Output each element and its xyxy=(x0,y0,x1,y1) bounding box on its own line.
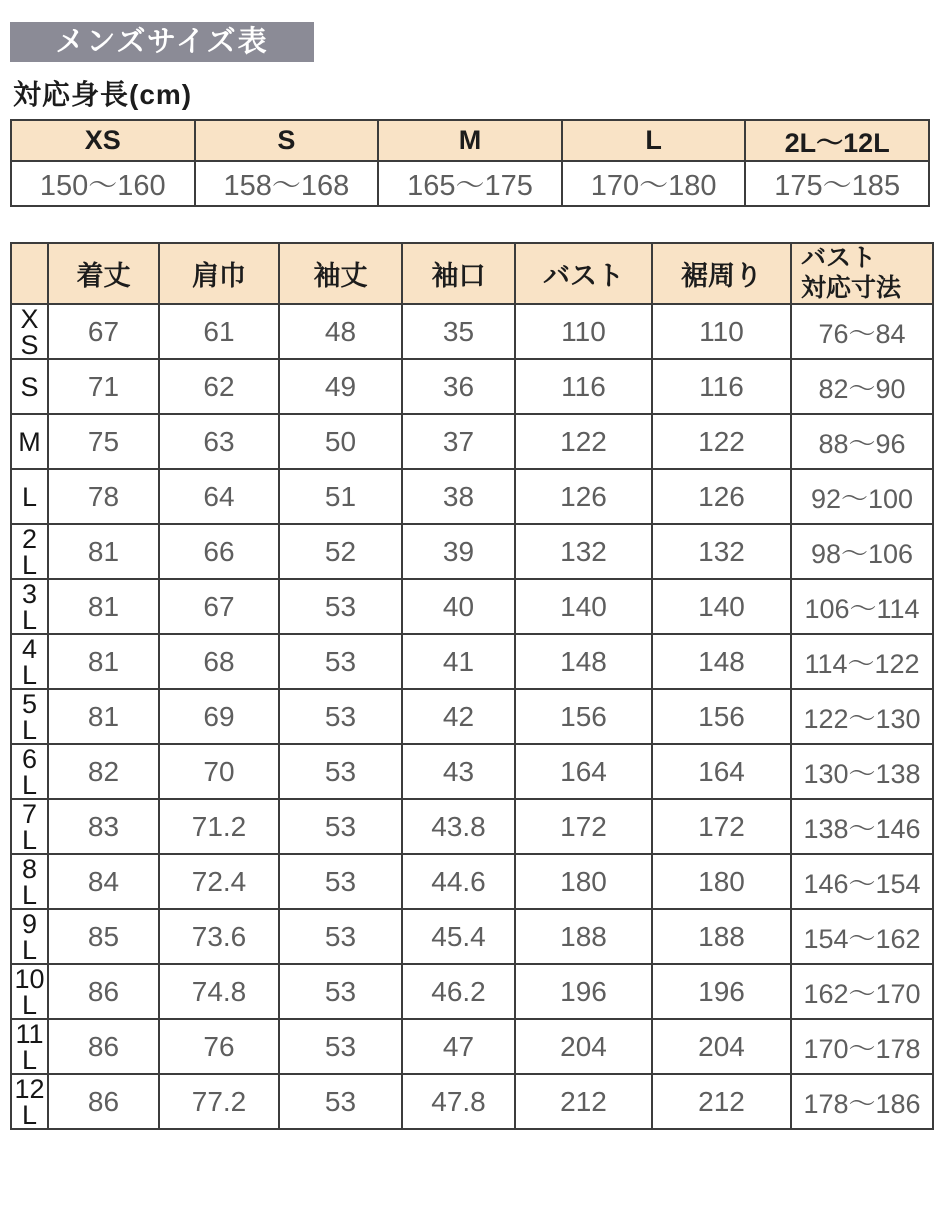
table-row xyxy=(11,854,933,909)
row-size-label-line: M xyxy=(18,426,41,457)
measure-cell: 132 xyxy=(515,524,652,579)
measure-cell: 36 xyxy=(402,359,515,414)
measure-cell: 66 xyxy=(159,524,279,579)
measure-cell: 70 xyxy=(159,744,279,799)
measure-cell: 44.6 xyxy=(402,854,515,909)
measure-cell: 81 xyxy=(48,579,159,634)
measure-cell: 116 xyxy=(515,359,652,414)
row-size-label-line: L xyxy=(21,1099,38,1130)
row-size-label-line: S xyxy=(20,371,39,402)
measure-cell: 38 xyxy=(402,469,515,524)
height-section-label: 対応身長(cm) xyxy=(13,79,193,110)
height-col-header: M xyxy=(378,120,562,161)
measure-cell: 164 xyxy=(652,744,791,799)
row-size-label xyxy=(11,524,48,579)
table-row xyxy=(11,304,933,359)
measure-cell: 81 xyxy=(48,524,159,579)
measure-cell: 53 xyxy=(279,964,402,1019)
measure-cell: 81 xyxy=(48,634,159,689)
measure-cell: 69 xyxy=(159,689,279,744)
measure-cell: 63 xyxy=(159,414,279,469)
bust-range-cell: 92〜100 xyxy=(791,469,933,524)
page-title-badge xyxy=(10,22,314,62)
measure-cell: 50 xyxy=(279,414,402,469)
measure-cell: 81 xyxy=(48,689,159,744)
row-size-label xyxy=(11,689,48,744)
measure-col-header: 裾周り xyxy=(652,243,791,304)
measure-cell: 196 xyxy=(652,964,791,1019)
row-size-label-line: L xyxy=(21,549,38,580)
row-size-label-line: 7 xyxy=(21,798,38,829)
measure-cell: 110 xyxy=(652,304,791,359)
row-size-label-line: L xyxy=(21,769,38,800)
measure-cell: 35 xyxy=(402,304,515,359)
measure-cell: 43.8 xyxy=(402,799,515,854)
height-col-header: 2L〜12L xyxy=(745,120,929,161)
measure-cell: 188 xyxy=(652,909,791,964)
measure-col-header: 着丈 xyxy=(48,243,159,304)
measure-cell: 122 xyxy=(515,414,652,469)
bust-range-col-header xyxy=(791,243,933,304)
page-title: メンズサイズ表 xyxy=(55,26,269,58)
measure-cell: 196 xyxy=(515,964,652,1019)
row-size-label-line: L xyxy=(21,879,38,910)
bust-range-header-line: 対応寸法 xyxy=(801,273,902,302)
measure-cell: 53 xyxy=(279,1074,402,1129)
measure-cell: 164 xyxy=(515,744,652,799)
row-size-label-line: L xyxy=(21,1044,38,1075)
measure-cell: 53 xyxy=(279,909,402,964)
height-range-cell: 170〜180 xyxy=(562,161,746,206)
measure-cell: 77.2 xyxy=(159,1074,279,1129)
measure-cell: 67 xyxy=(48,304,159,359)
measure-cell: 71.2 xyxy=(159,799,279,854)
measure-cell: 39 xyxy=(402,524,515,579)
bust-range-cell: 76〜84 xyxy=(791,304,933,359)
height-col-header: L xyxy=(562,120,746,161)
measure-cell: 68 xyxy=(159,634,279,689)
measure-cell: 43 xyxy=(402,744,515,799)
row-size-label xyxy=(11,304,48,359)
table-row xyxy=(11,469,933,524)
row-size-label xyxy=(11,1074,48,1129)
measure-col-header: バスト xyxy=(515,243,652,304)
measure-cell: 86 xyxy=(48,1019,159,1074)
bust-range-cell: 138〜146 xyxy=(791,799,933,854)
measure-cell: 188 xyxy=(515,909,652,964)
measure-cell: 49 xyxy=(279,359,402,414)
bust-range-cell: 88〜96 xyxy=(791,414,933,469)
table-row xyxy=(11,414,933,469)
height-range-cell: 158〜168 xyxy=(195,161,379,206)
measure-cell: 72.4 xyxy=(159,854,279,909)
height-table-header-row xyxy=(11,120,929,161)
measure-cell: 126 xyxy=(652,469,791,524)
measure-cell: 47 xyxy=(402,1019,515,1074)
measure-cell: 204 xyxy=(652,1019,791,1074)
measure-cell: 212 xyxy=(515,1074,652,1129)
measure-cell: 53 xyxy=(279,579,402,634)
row-size-label-line: L xyxy=(21,824,38,855)
row-size-label-line: 11 xyxy=(15,1018,44,1049)
measure-col-header: 袖丈 xyxy=(279,243,402,304)
measure-cell: 156 xyxy=(515,689,652,744)
measure-cell: 73.6 xyxy=(159,909,279,964)
measure-cell: 71 xyxy=(48,359,159,414)
row-size-label-line: 2 xyxy=(21,523,38,554)
bust-range-cell: 146〜154 xyxy=(791,854,933,909)
bust-range-cell: 130〜138 xyxy=(791,744,933,799)
measure-cell: 180 xyxy=(652,854,791,909)
table-row xyxy=(11,634,933,689)
row-size-label-line: X xyxy=(20,303,39,334)
row-size-label xyxy=(11,634,48,689)
measure-cell: 53 xyxy=(279,1019,402,1074)
measure-cell: 116 xyxy=(652,359,791,414)
table-row xyxy=(11,579,933,634)
row-size-label-line: 6 xyxy=(21,743,38,774)
measure-cell: 86 xyxy=(48,1074,159,1129)
corner-cell xyxy=(11,243,48,304)
measure-cell: 61 xyxy=(159,304,279,359)
table-row xyxy=(11,524,933,579)
size-measurements-table xyxy=(10,242,934,1130)
height-col-header: XS xyxy=(11,120,195,161)
measure-cell: 140 xyxy=(515,579,652,634)
measure-cell: 132 xyxy=(652,524,791,579)
height-range-cell: 175〜185 xyxy=(745,161,929,206)
row-size-label-line: L xyxy=(21,989,38,1020)
measure-cell: 83 xyxy=(48,799,159,854)
measure-cell: 46.2 xyxy=(402,964,515,1019)
row-size-label xyxy=(11,854,48,909)
row-size-label-line: L xyxy=(21,604,38,635)
row-size-label-line: L xyxy=(21,481,38,512)
measure-cell: 76 xyxy=(159,1019,279,1074)
measure-cell: 53 xyxy=(279,634,402,689)
row-size-label-line: 12 xyxy=(14,1073,45,1104)
size-table-header-row xyxy=(11,243,933,304)
height-table xyxy=(10,119,930,207)
measure-cell: 48 xyxy=(279,304,402,359)
table-row xyxy=(11,964,933,1019)
row-size-label-line: 5 xyxy=(21,688,38,719)
measure-cell: 53 xyxy=(279,689,402,744)
table-row xyxy=(11,799,933,854)
measure-cell: 53 xyxy=(279,799,402,854)
row-size-label xyxy=(11,469,48,524)
bust-range-cell: 178〜186 xyxy=(791,1074,933,1129)
measure-cell: 41 xyxy=(402,634,515,689)
measure-cell: 51 xyxy=(279,469,402,524)
row-size-label-line: 4 xyxy=(21,633,38,664)
bust-range-cell: 106〜114 xyxy=(791,579,933,634)
bust-range-cell: 162〜170 xyxy=(791,964,933,1019)
measure-cell: 40 xyxy=(402,579,515,634)
measure-cell: 172 xyxy=(515,799,652,854)
height-range-cell: 150〜160 xyxy=(11,161,195,206)
table-row xyxy=(11,689,933,744)
measure-cell: 172 xyxy=(652,799,791,854)
table-row xyxy=(11,1019,933,1074)
measure-cell: 62 xyxy=(159,359,279,414)
row-size-label-line: S xyxy=(20,329,39,360)
row-size-label xyxy=(11,579,48,634)
measure-cell: 148 xyxy=(652,634,791,689)
height-table-value-row xyxy=(11,161,929,206)
measure-cell: 37 xyxy=(402,414,515,469)
measure-cell: 86 xyxy=(48,964,159,1019)
bust-range-cell: 82〜90 xyxy=(791,359,933,414)
measure-col-header: 袖口 xyxy=(402,243,515,304)
row-size-label-line: L xyxy=(21,659,38,690)
bust-range-cell: 122〜130 xyxy=(791,689,933,744)
row-size-label-line: L xyxy=(21,714,38,745)
table-row xyxy=(11,909,933,964)
measure-cell: 47.8 xyxy=(402,1074,515,1129)
row-size-label xyxy=(11,414,48,469)
measure-cell: 53 xyxy=(279,744,402,799)
measure-cell: 126 xyxy=(515,469,652,524)
measure-cell: 45.4 xyxy=(402,909,515,964)
row-size-label-line: 10 xyxy=(14,963,45,994)
bust-range-cell: 154〜162 xyxy=(791,909,933,964)
height-col-header: S xyxy=(195,120,379,161)
measure-cell: 74.8 xyxy=(159,964,279,1019)
measure-cell: 156 xyxy=(652,689,791,744)
height-range-cell: 165〜175 xyxy=(378,161,562,206)
bust-range-cell: 98〜106 xyxy=(791,524,933,579)
table-row xyxy=(11,744,933,799)
bust-range-cell: 170〜178 xyxy=(791,1019,933,1074)
measure-cell: 78 xyxy=(48,469,159,524)
row-size-label xyxy=(11,744,48,799)
bust-range-cell: 114〜122 xyxy=(791,634,933,689)
measure-cell: 64 xyxy=(159,469,279,524)
size-chart-page xyxy=(0,22,940,1130)
table-row xyxy=(11,359,933,414)
measure-cell: 204 xyxy=(515,1019,652,1074)
measure-cell: 110 xyxy=(515,304,652,359)
measure-cell: 180 xyxy=(515,854,652,909)
measure-cell: 75 xyxy=(48,414,159,469)
row-size-label-line: 9 xyxy=(21,908,38,939)
measure-col-header: 肩巾 xyxy=(159,243,279,304)
measure-cell: 122 xyxy=(652,414,791,469)
measure-cell: 67 xyxy=(159,579,279,634)
row-size-label xyxy=(11,964,48,1019)
measure-cell: 84 xyxy=(48,854,159,909)
row-size-label-line: 8 xyxy=(21,853,38,884)
measure-cell: 52 xyxy=(279,524,402,579)
row-size-label xyxy=(11,1019,48,1074)
row-size-label xyxy=(11,909,48,964)
measure-cell: 140 xyxy=(652,579,791,634)
measure-cell: 42 xyxy=(402,689,515,744)
measure-cell: 148 xyxy=(515,634,652,689)
measure-cell: 212 xyxy=(652,1074,791,1129)
row-size-label-line: 3 xyxy=(21,578,38,609)
bust-range-header-line: バスト xyxy=(801,244,877,272)
row-size-label-line: L xyxy=(21,934,38,965)
row-size-label xyxy=(11,799,48,854)
measure-cell: 85 xyxy=(48,909,159,964)
row-size-label xyxy=(11,359,48,414)
table-row xyxy=(11,1074,933,1129)
measure-cell: 53 xyxy=(279,854,402,909)
measure-cell: 82 xyxy=(48,744,159,799)
